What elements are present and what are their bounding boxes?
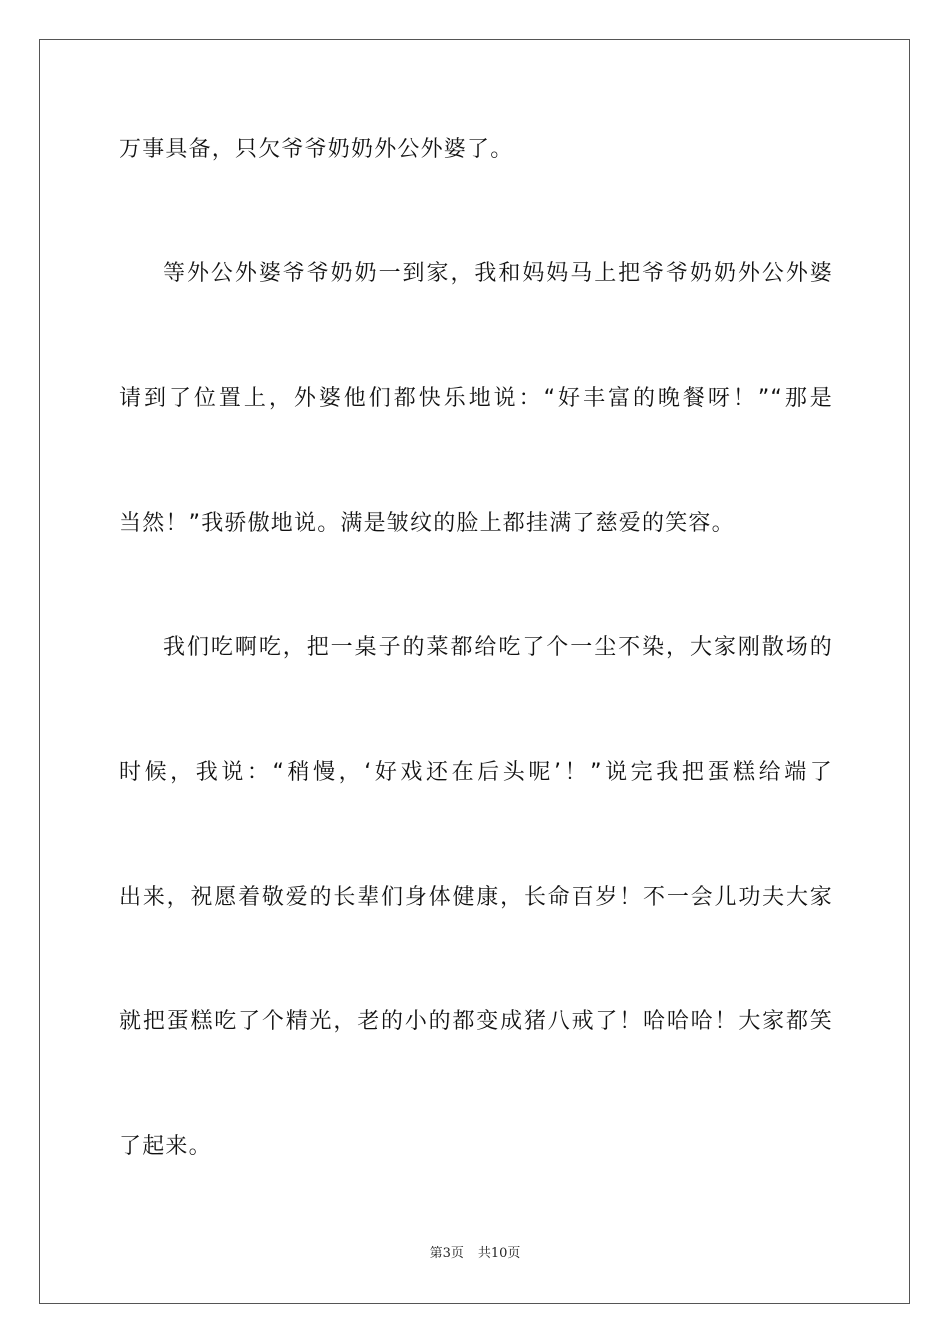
page-footer <box>0 1245 950 1263</box>
page-number: 第3页 <box>429 1246 464 1261</box>
paragraph-line: 等外公外婆爷爷奶奶一到家，我和妈妈马上把爷爷奶奶外公外婆 <box>163 261 833 286</box>
page-total: 共10页 <box>477 1246 521 1261</box>
paragraph-line: 出来，祝愿着敬爱的长辈们身体健康，长命百岁！不一会儿功夫大家 <box>119 885 833 910</box>
paragraph-line: 万事具备，只欠爷爷奶奶外公外婆了。 <box>119 137 514 162</box>
paragraph-line: 时候，我说：“稍慢，‘好戏还在后头呢’！”说完我把蛋糕给端了 <box>119 760 833 785</box>
paragraph-line: 就把蛋糕吃了个精光，老的小的都变成猪八戒了！哈哈哈！大家都笑 <box>119 1009 833 1034</box>
paragraph-line: 我们吃啊吃，把一桌子的菜都给吃了个一尘不染，大家刚散场的 <box>163 635 833 660</box>
paragraph-line: 请到了位置上，外婆他们都快乐地说：“好丰富的晚餐呀！”“那是 <box>119 386 833 411</box>
page-border <box>39 39 910 1304</box>
paragraph-line: 当然！”我骄傲地说。满是皱纹的脸上都挂满了慈爱的笑容。 <box>119 511 735 536</box>
paragraph-line: 了起来。 <box>119 1134 212 1159</box>
